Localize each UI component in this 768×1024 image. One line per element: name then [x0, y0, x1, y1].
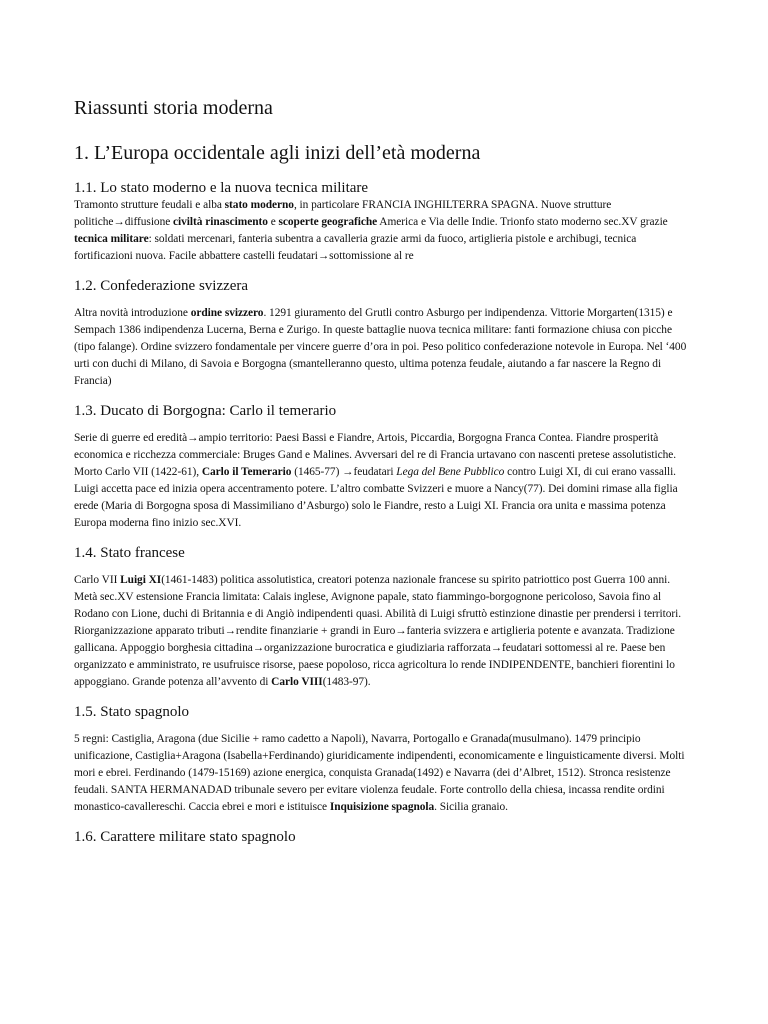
document-body: [74, 96, 696, 856]
bold-term: stato moderno: [224, 199, 294, 211]
section-paragraph-1-3: [74, 430, 696, 532]
document-title: Riassunti storia moderna: [74, 97, 273, 119]
bold-term: tecnica militare: [74, 233, 149, 245]
text-run: 5 regni: Castiglia, Aragona (due Sicilie + ramo cadetto a Napoli), Navarra, Portogallo e Granada(musulmano). 1479 principio unificazione, Castiglia+Aragona (Isabella+Ferdinando) giuridicamente indipendenti, economicamente e linguisticamente diversi. Molti mori e ebrei. Ferdinando (1479-15169) azione energica, conquista Granada(1492) e Navarra (dei d’Albret, 1512). Stronca resistenze feudali. SANTA HERMANADAD tribunale severo per evitare violenza feudale. Forte controllo della chiesa, incassa rendite ordini monastico-cavallereschi. Caccia ebrei e mori e istituisce: [74, 733, 685, 813]
section-heading-1-6: 1.6. Carattere militare stato spagnolo: [74, 829, 296, 845]
section-paragraph-1-5: [74, 731, 696, 816]
text-run: Tramonto strutture feudali e alba: [74, 199, 225, 211]
text-run: Serie di guerre ed eredità→ampio territorio: Paesi Bassi e Fiandre, Artois, Piccardia, Borgogna Franca Contea. Fiandre prosperità economica e ricchezza commerciale: Bruges Gand e Malines. Avversari del re di Francia urtavano con nascenti pretese assolutistiche. Morto Carlo VII (1422-61),: [74, 432, 677, 478]
section-paragraph-1-4: [74, 572, 696, 691]
text-run: e: [267, 216, 279, 228]
text-run: Altra novità introduzione: [74, 307, 191, 319]
text-run: . Sicilia granaio.: [434, 801, 508, 813]
text-run: (1465-77) →feudatari: [291, 466, 397, 478]
bold-term: Luigi XI: [120, 574, 162, 586]
text-run: , in particolare FRANCIA INGHILTERRA SPAGNA. Nuove strutture politiche→diffusione: [74, 199, 612, 228]
bold-term: Carlo VIII: [271, 676, 323, 688]
bold-term: Carlo il Temerario: [201, 466, 292, 478]
bold-term: scoperte geografiche: [278, 216, 378, 228]
text-run: : soldati mercenari, fanteria subentra a cavalleria grazie armi da fuoco, artiglieria pistole e archibugi, tecnica fortificazioni nuova. Facile abbattere castelli feudatari→sottomissione al re: [74, 233, 637, 262]
text-run: Carlo VII: [74, 574, 121, 586]
text-run: . 1291 giuramento del Grutli contro Asburgo per indipendenza. Vittorie Morgarten(1315) e Sempach 1386 indipendenza Lucerna, Berna e Zurigo. In queste battaglie nuova tecnica militare: fanti formazione chiusa con picche (tipo falange). Ordine svizzero fondamentale per vincere guerre d’ora in poi. Peso politico confederazione notevole in Europa. Nel ‘400 urti con duchi di Milano, di Savoia e Borgogna (smantelleranno questo, ultima potenza feudale, aiutando a far nascere la Regno di Francia): [74, 307, 687, 387]
italic-term: Lega del Bene Pubblico: [396, 466, 505, 478]
bold-term: Inquisizione spagnola: [329, 801, 435, 813]
bold-term: civiltà rinascimento: [173, 216, 268, 228]
text-run: (1483-97).: [322, 676, 371, 688]
section-heading-1-3: 1.3. Ducato di Borgogna: Carlo il temerario: [74, 403, 337, 419]
text-run: (1461-1483) politica assolutistica, creatori potenza nazionale francese su spirito patriottico post Guerra 100 anni. Metà sec.XV estensione Francia limitata: Calais inglese, Avignone papale, stato fiammingo-borgognone pericoloso, Savoia fino al Rodano con Lione, duchi di Britannia e di Angiò indipendenti quasi. Abilità di Luigi sfruttò estinzione dinastie per prendersi i territori. Riorganizzazione apparato tributi→rendite finanziarie + grandi in Euro→fanteria svizzera e artiglieria potente e avanzata. Tradizione gallicana. Appoggio borghesia cittadina→organizzazione burocratica e giudiziaria rafforzata→feudatari sottomessi al re. Paese ben organizzato e amministrato, re usufruisce risorse, paese popoloso, ricca agricoltura lo rende INDIPENDENTE, banchieri fiorentini lo appoggiano. Grande potenza all’avvento di: [74, 574, 682, 688]
text-run: America e Via delle Indie. Trionfo stato moderno sec.XV grazie: [377, 216, 668, 228]
section-heading-1-1: 1.1. Lo stato moderno e la nuova tecnica militare: [74, 180, 369, 196]
chapter-title: 1. L’Europa occidentale agli inizi dell’età moderna: [74, 142, 481, 164]
text-run: contro Luigi XI, di cui erano vassalli. Luigi accetta pace ed inizia opera accentramento potere. L’altro combatte Svizzeri e muore a Nancy(77). Dei domini rimase alla figlia erede (Maria di Borgogna sposa di Massimiliano d’Asburgo) solo le Fiandre, resto a Luigi XI. Francia ora unita e massima potenza Europa moderna fino inizio sec.XVI.: [74, 466, 678, 529]
section-heading-1-4: 1.4. Stato francese: [74, 545, 185, 561]
bold-term: ordine svizzero: [190, 307, 264, 319]
section-paragraph-1-2: [74, 305, 696, 390]
section-heading-1-5: 1.5. Stato spagnolo: [74, 704, 189, 720]
section-heading-1-2: 1.2. Confederazione svizzera: [74, 278, 249, 294]
section-paragraph-1-1: [74, 197, 696, 265]
